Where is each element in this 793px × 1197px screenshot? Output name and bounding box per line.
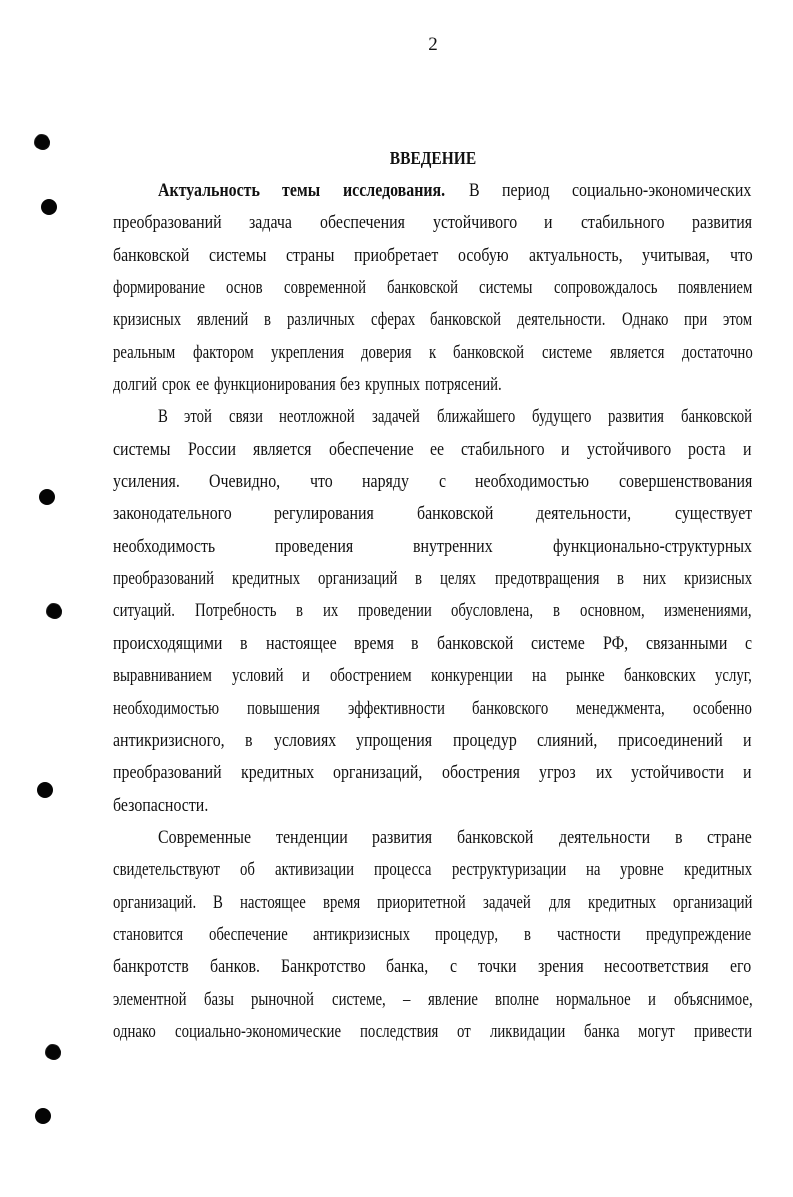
text-line: Современные тенденции развития банковской деятельности в стране [158,827,753,848]
punch-hole [47,604,61,618]
text-line: усиления. Очевидно, что наряду с необходимостью совершенствования [113,472,753,493]
text-line: системы России является обеспечение ее стабильного и устойчивого роста и [113,439,752,460]
text-line: законодательного регулирования банковской деятельности, существует [113,504,752,525]
text-line: преобразований кредитных организаций в целях предотвращения в них кризисных [113,569,753,590]
text-line: выравниванием условий и обострением конкуренции на рынке банковских услуг, [113,666,752,687]
punch-hole [39,489,55,505]
text-line: преобразований задача обеспечения устойчивого и стабильного развития [113,213,752,234]
text-line: преобразований кредитных организаций, обострения угроз их устойчивости и [113,763,752,784]
section-heading: ВВЕДЕНИЕ [389,148,477,168]
text-line: происходящими в настоящее время в банковской системе РФ, связанными с [113,633,753,654]
text-line: антикризисного, в условиях упрощения процедур слияний, присоединений и [113,730,752,751]
text-line: однако социально-экономические последствия от ликвидации банка могут привести [113,1021,752,1042]
punch-hole [41,199,57,215]
text-line: необходимость проведения внутренних функционально-структурных [113,536,753,557]
punch-hole [35,135,49,149]
text-line: реальным фактором укрепления доверия к банковской системе является достаточно [113,342,753,363]
text-line: элементной базы рыночной системе, – явление вполне нормальное и объяснимое, [113,989,753,1010]
text-line: долгий срок ее функционирования без крупных потрясений. [113,375,503,396]
text-line: В этой связи неотложной задачей ближайшего будущего развития банковской [158,407,752,428]
text-line: необходимостью повышения эффективности банковского менеджмента, особенно [113,698,752,719]
text-line: свидетельствуют об активизации процесса реструктуризации на уровне кредитных [113,860,753,881]
text-line: формирование основ современной банковской системы сопровождалось появлением [113,278,752,299]
text-line: банковской системы страны приобретает особую актуальность, учитывая, что [113,245,753,266]
text-line: ситуаций. Потребность в их проведении обусловлена, в основном, изменениями, [113,601,752,622]
text-line: безопасности. [113,795,209,816]
text-line: Актуальность темы исследования. В период социально-экономических [158,181,752,201]
page-number: 2 [428,34,438,55]
text-line: становится обеспечение антикризисных процедур, в частности предупреждение [113,924,752,945]
text-line: кризисных явлений в различных сферах банковской деятельности. Однако при этом [113,310,753,331]
body-text [113,175,752,1048]
punch-hole [46,1045,60,1059]
text-line: банкротств банков. Банкротство банка, с точки зрения несоответствия его [113,957,752,978]
punch-hole [35,1108,51,1124]
text-line: организаций. В настоящее время приоритетной задачей для кредитных организаций [113,892,753,913]
punch-hole [37,782,53,798]
